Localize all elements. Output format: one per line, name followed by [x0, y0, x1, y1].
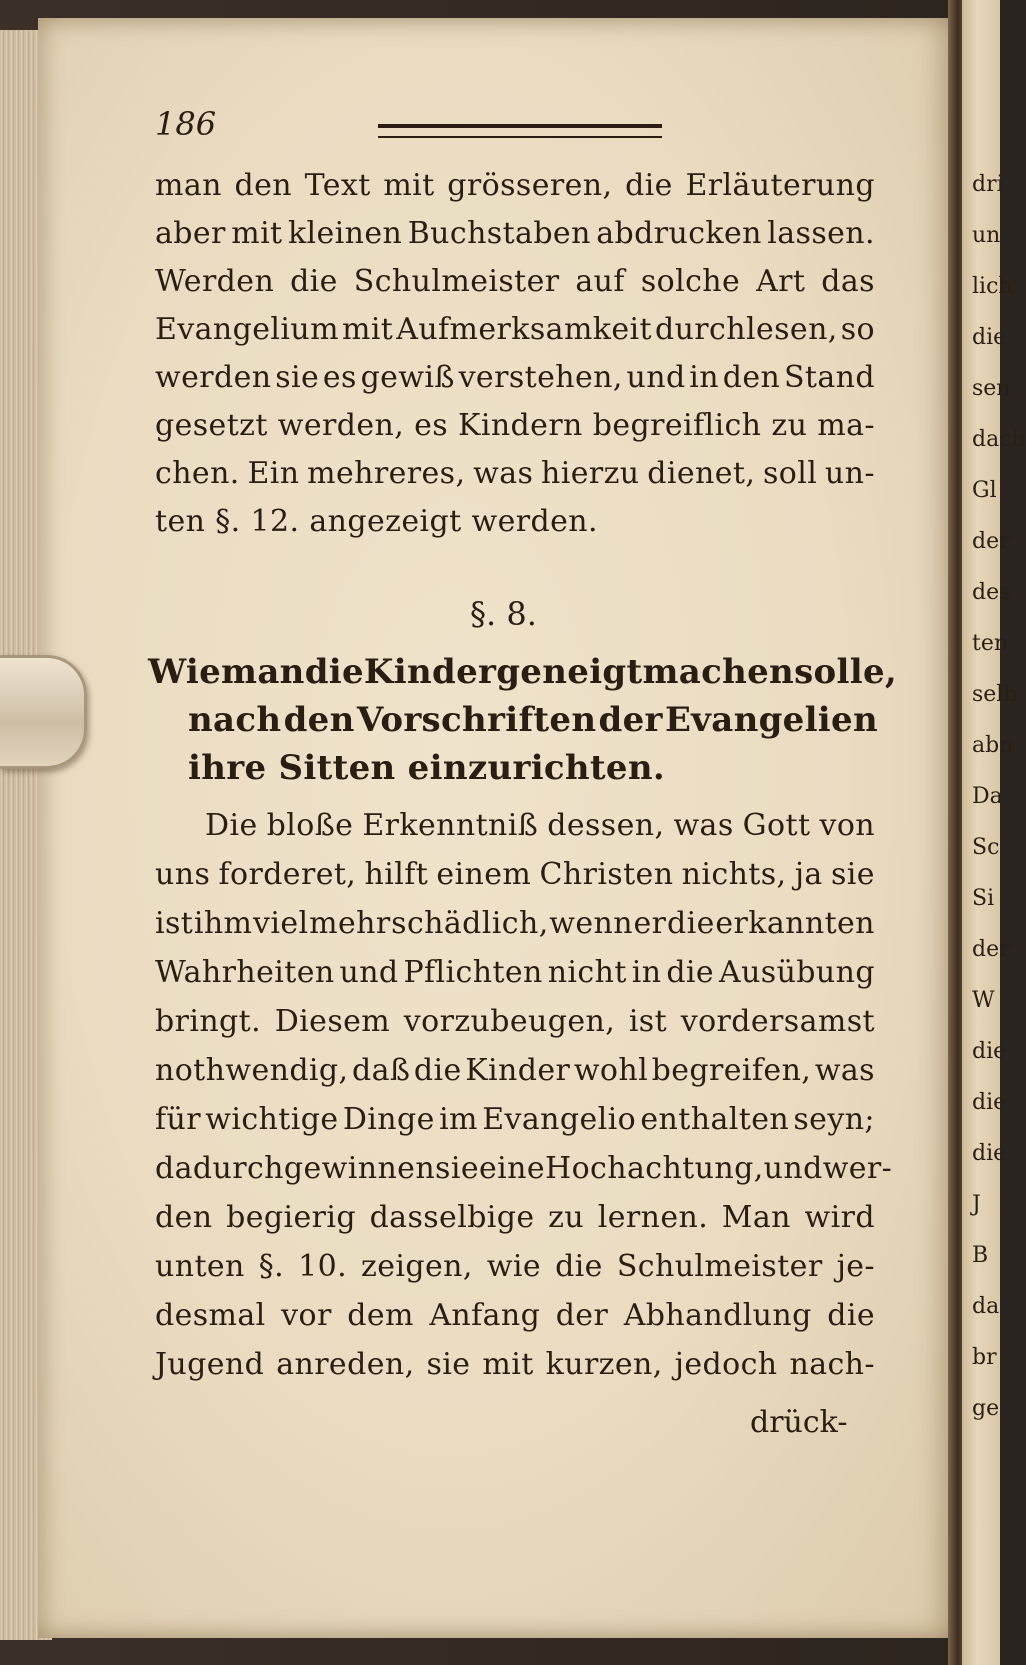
next-page-fragment: br	[972, 1345, 997, 1370]
next-page-fragment: selb	[972, 682, 1018, 707]
header-rule	[378, 124, 662, 138]
text-line: für wichtige Dinge im Evangelio enthalten seyn;	[155, 1102, 875, 1137]
next-page-fragment: der	[972, 529, 1010, 554]
next-page-fragment: sen	[972, 376, 1011, 401]
text-line: chen. Ein mehreres, was hierzu dienet, soll un-	[155, 456, 875, 491]
next-page-fragment: die	[972, 1090, 1007, 1115]
text-line: dadurch gewinnen sie eine Hochachtung, und wer-	[155, 1151, 893, 1186]
next-page-fragment: Si	[972, 886, 995, 911]
next-page-fragment: der	[972, 937, 1010, 962]
text-line: Wahrheiten und Pflichten nicht in die Ausübung	[155, 955, 875, 990]
next-page-fragment: die	[972, 1039, 1007, 1064]
next-page-fragment: dri	[972, 172, 1004, 197]
next-page-fragment: lich	[972, 274, 1013, 299]
text-line: Werden die Schulmeister auf solche Art das	[155, 264, 875, 299]
text-line: nach den Vorschriften der Evangelien	[188, 700, 878, 740]
text-line: Wie man die Kinder geneigt machen solle,	[148, 652, 898, 692]
text-line: werden sie es gewiß verstehen, und in den Stand	[155, 360, 875, 395]
next-page-fragment: W	[972, 988, 995, 1013]
text-line: Die bloße Erkenntniß dessen, was Gott von	[205, 808, 875, 843]
text-line: ten §. 12. angezeigt werden.	[155, 504, 598, 539]
next-page-fragment: abn	[972, 733, 1014, 758]
text-line: aber mit kleinen Buchstaben abdrucken lassen.	[155, 216, 875, 251]
next-page-fragment: des	[972, 580, 1011, 605]
page-clip	[0, 655, 87, 769]
text-line: Jugend anreden, sie mit kurzen, jedoch nach-	[155, 1347, 875, 1382]
next-page-fragment: da	[972, 1294, 1000, 1319]
next-page-fragment: die	[972, 1141, 1007, 1166]
next-page-fragment: ge	[972, 1396, 1000, 1421]
text-line: nothwendig, daß die Kinder wohl begreifen, was	[155, 1053, 875, 1088]
section-number: §. 8.	[470, 595, 537, 633]
text-line: den begierig dasselbige zu lernen. Man wird	[155, 1200, 875, 1235]
text-line: man den Text mit grösseren, die Erläuterung	[155, 168, 875, 203]
text-line: ihre Sitten einzurichten.	[188, 748, 666, 788]
text-line: desmal vor dem Anfang der Abhandlung die	[155, 1298, 875, 1333]
next-page-fragment: ten	[972, 631, 1009, 656]
text-line: gesetzt werden, es Kindern begreiflich zu ma-	[155, 408, 875, 443]
next-page-fragment: Gl	[972, 478, 997, 503]
next-page-fragment: J	[972, 1192, 981, 1217]
next-page-fragment: die	[972, 325, 1007, 350]
catchword: drück-	[750, 1405, 848, 1440]
next-page-fragment: Sc	[972, 835, 1000, 860]
next-page-fragment: Da	[972, 784, 1003, 809]
text-line: ist ihm viel mehr schädlich, wenn er die erkannten	[155, 906, 875, 941]
text-line: bringt. Diesem vorzubeugen, ist vordersamst	[155, 1004, 875, 1039]
text-line: unten §. 10. zeigen, wie die Schulmeister je-	[155, 1249, 875, 1284]
text-line: Evangelium mit Aufmerksamkeit durchlesen, so	[155, 312, 875, 347]
next-page-fragment: un	[972, 223, 1001, 248]
page-number: 186	[155, 105, 217, 143]
text-line: uns forderet, hilft einem Christen nichts, ja sie	[155, 857, 875, 892]
next-page-fragment: dach	[972, 427, 1026, 452]
next-page-fragment: B	[972, 1243, 989, 1268]
